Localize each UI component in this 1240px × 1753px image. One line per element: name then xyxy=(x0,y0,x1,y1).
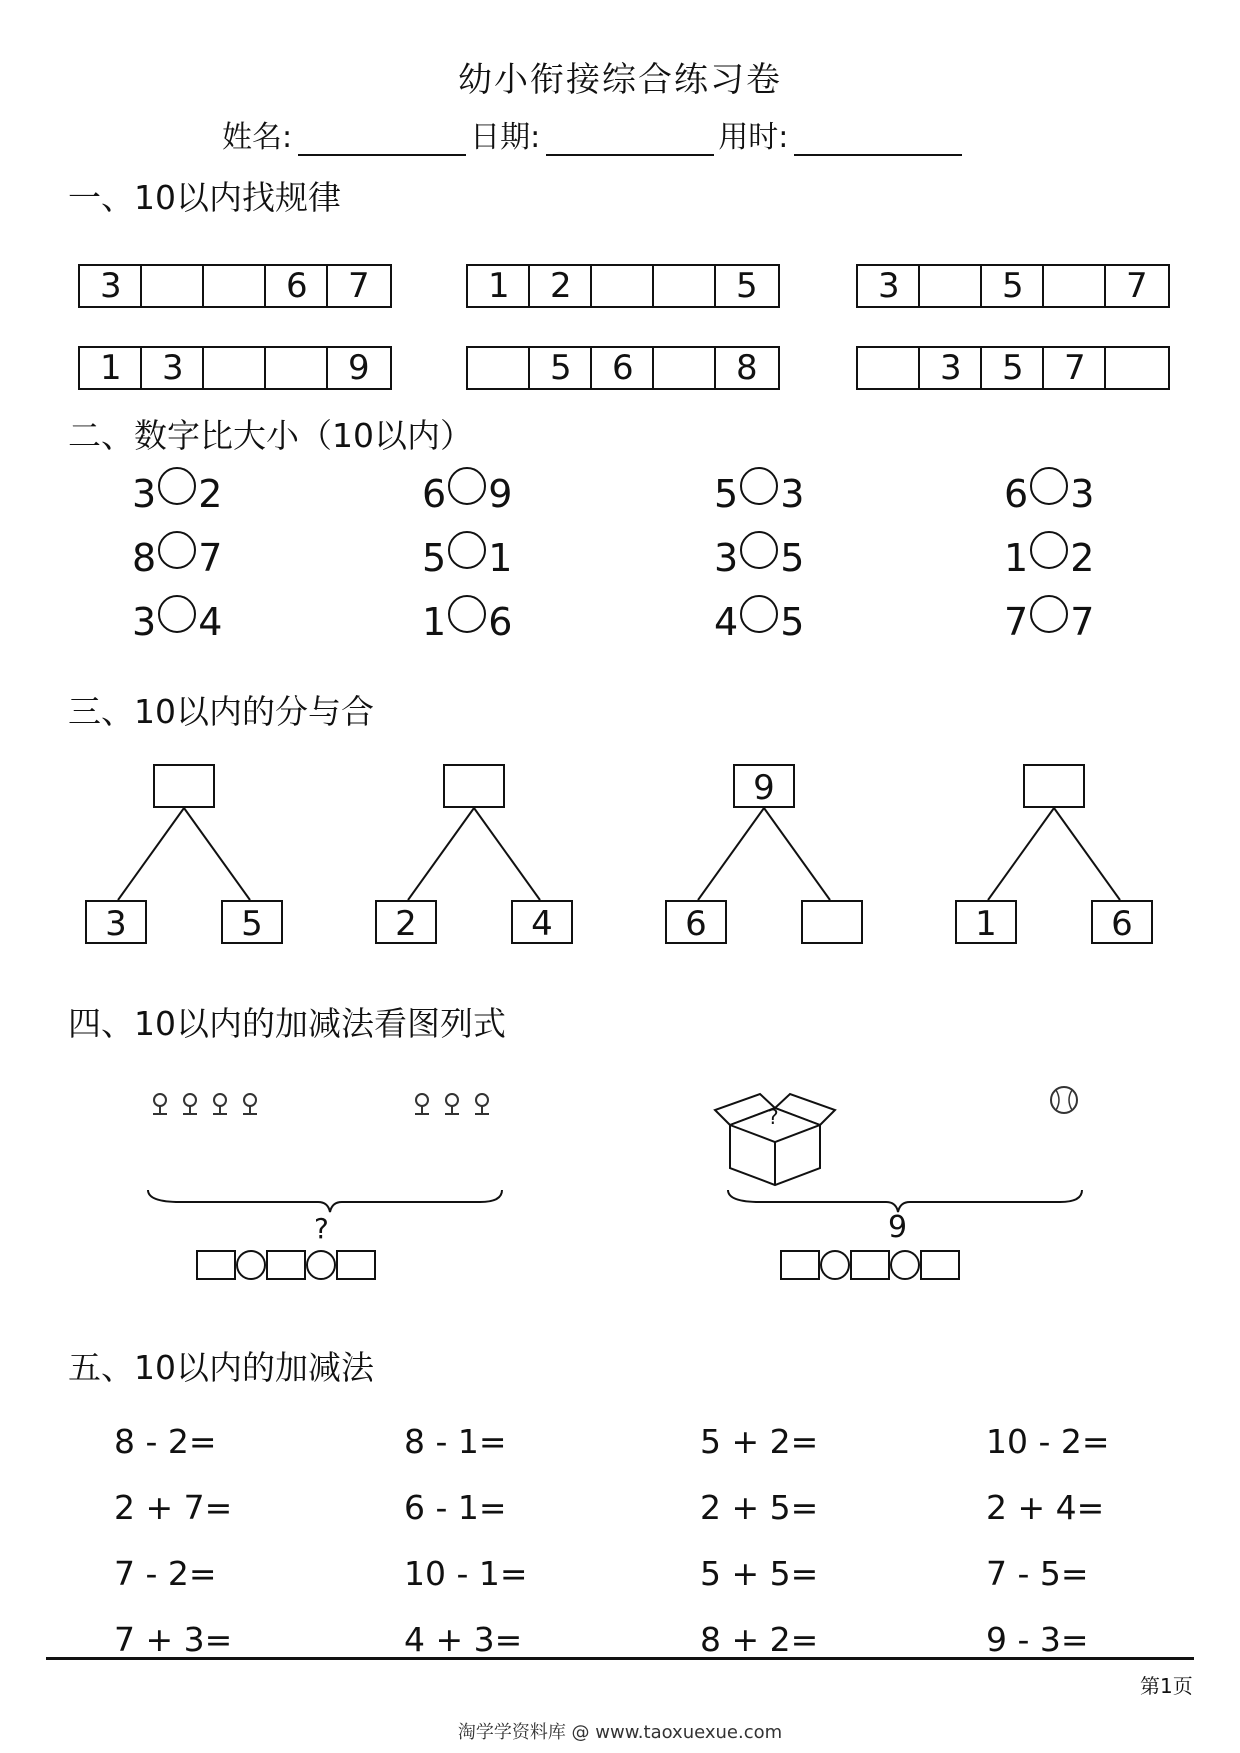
figure-icons-1 xyxy=(140,1080,520,1130)
box-icon xyxy=(710,1080,840,1190)
compare-circle[interactable] xyxy=(158,467,196,505)
pattern-cell: 1 xyxy=(80,348,142,388)
section-3-heading: 三、10以内的分与合 xyxy=(68,692,374,731)
box-question-mark: ? xyxy=(768,1105,779,1129)
split-line xyxy=(474,808,540,900)
pattern-cell[interactable] xyxy=(204,266,266,306)
section-2-heading: 二、数字比大小（10以内） xyxy=(68,416,473,455)
compare-circle[interactable] xyxy=(1030,531,1068,569)
pattern-cell[interactable] xyxy=(858,348,920,388)
split-left-box: 1 xyxy=(955,900,1017,944)
compare-circle[interactable] xyxy=(740,595,778,633)
right-number: 3 xyxy=(1070,472,1095,516)
left-number: 3 xyxy=(714,536,739,580)
right-number: 2 xyxy=(1070,536,1095,580)
pattern-cell: 7 xyxy=(348,266,370,306)
compare-circle[interactable] xyxy=(1030,595,1068,633)
equation: 10 - 1= xyxy=(404,1554,528,1593)
pattern-cell[interactable] xyxy=(1106,348,1168,388)
pattern-row xyxy=(466,264,780,308)
pattern-cell: 6 xyxy=(592,348,654,388)
split-line xyxy=(118,808,184,900)
pattern-cell: 9 xyxy=(348,348,370,388)
operator-circle[interactable] xyxy=(236,1250,266,1280)
section-4-heading: 四、10以内的加减法看图列式 xyxy=(68,1004,506,1043)
compare-circle[interactable] xyxy=(740,467,778,505)
time-label: 用时: xyxy=(718,120,789,155)
pattern-row xyxy=(78,264,392,308)
right-number: 5 xyxy=(780,600,805,644)
compare-item xyxy=(132,600,222,644)
time-field[interactable] xyxy=(794,120,962,156)
pattern-cell[interactable] xyxy=(920,266,982,306)
equation: 7 - 5= xyxy=(986,1554,1089,1593)
ball-icon xyxy=(1046,1082,1082,1118)
operator-circle[interactable] xyxy=(306,1250,336,1280)
compare-item xyxy=(714,472,804,516)
pattern-cell: 7 xyxy=(1126,266,1148,306)
split-line xyxy=(408,808,474,900)
right-number: 3 xyxy=(780,472,805,516)
split-right-box: 6 xyxy=(1091,900,1153,944)
left-number: 3 xyxy=(132,600,157,644)
split-left-box: 6 xyxy=(665,900,727,944)
compare-circle[interactable] xyxy=(740,531,778,569)
pattern-cell[interactable] xyxy=(654,348,716,388)
answer-box[interactable] xyxy=(780,1250,820,1280)
equation: 8 - 2= xyxy=(114,1422,217,1461)
compare-item xyxy=(422,600,512,644)
split-line xyxy=(1054,808,1120,900)
compare-circle[interactable] xyxy=(158,531,196,569)
answer-box[interactable] xyxy=(336,1250,376,1280)
pattern-cell: 3 xyxy=(858,266,920,306)
pattern-cell: 5 xyxy=(736,266,758,306)
left-number: 4 xyxy=(714,600,739,644)
source-footer: 淘学学资料库 @ www.taoxuexue.com xyxy=(457,1722,783,1743)
split-right-box: 5 xyxy=(221,900,283,944)
split-line xyxy=(764,808,830,900)
operator-circle[interactable] xyxy=(890,1250,920,1280)
pattern-cell[interactable] xyxy=(1044,266,1106,306)
right-number: 1 xyxy=(488,536,513,580)
date-field[interactable] xyxy=(546,120,714,156)
answer-row-1 xyxy=(196,1250,376,1280)
compare-item xyxy=(714,600,804,644)
pattern-cell: 1 xyxy=(468,266,530,306)
left-number: 7 xyxy=(1004,600,1029,644)
right-number: 5 xyxy=(780,536,805,580)
pattern-cell[interactable] xyxy=(592,266,654,306)
equation: 8 + 2= xyxy=(700,1620,819,1659)
left-number: 1 xyxy=(422,600,447,644)
equation: 10 - 2= xyxy=(986,1422,1110,1461)
right-number: 4 xyxy=(198,600,223,644)
left-number: 5 xyxy=(422,536,447,580)
equation: 4 + 3= xyxy=(404,1620,523,1659)
answer-box[interactable] xyxy=(196,1250,236,1280)
right-number: 2 xyxy=(198,472,223,516)
equation: 7 - 2= xyxy=(114,1554,217,1593)
compare-circle[interactable] xyxy=(448,531,486,569)
operator-circle[interactable] xyxy=(820,1250,850,1280)
compare-item xyxy=(714,536,804,580)
right-number: 7 xyxy=(198,536,223,580)
answer-box[interactable] xyxy=(920,1250,960,1280)
split-right-box: 4 xyxy=(511,900,573,944)
split-total-box: 9 xyxy=(733,764,795,808)
left-number: 6 xyxy=(1004,472,1029,516)
compare-item xyxy=(1004,536,1094,580)
split-left-box: 3 xyxy=(85,900,147,944)
left-number: 5 xyxy=(714,472,739,516)
equation: 6 - 1= xyxy=(404,1488,507,1527)
right-number: 9 xyxy=(488,472,513,516)
footer-divider xyxy=(46,1657,1194,1660)
compare-item xyxy=(1004,472,1094,516)
total-label-2: 9 xyxy=(888,1210,908,1245)
page-number: 第1页 xyxy=(1140,1674,1193,1698)
pattern-cell: 6 xyxy=(266,266,328,306)
pattern-row xyxy=(466,346,780,390)
compare-item xyxy=(422,536,512,580)
pattern-cell[interactable] xyxy=(204,348,266,388)
split-lines xyxy=(0,760,1240,1000)
pattern-cell: 5 xyxy=(982,348,1044,388)
brace-1 xyxy=(140,1180,520,1220)
total-label-1: ? xyxy=(314,1212,329,1245)
pattern-cell[interactable] xyxy=(142,266,204,306)
compare-circle[interactable] xyxy=(158,595,196,633)
pattern-row xyxy=(856,264,1170,308)
equation: 5 + 5= xyxy=(700,1554,819,1593)
page-title: 幼小衔接综合练习卷 xyxy=(458,60,782,100)
brace-2 xyxy=(720,1180,1100,1220)
compare-item xyxy=(1004,600,1094,644)
compare-item xyxy=(422,472,512,516)
pattern-cell[interactable] xyxy=(654,266,716,306)
equation: 9 - 3= xyxy=(986,1620,1089,1659)
equation: 7 + 3= xyxy=(114,1620,233,1659)
left-number: 8 xyxy=(132,536,157,580)
pattern-cell: 8 xyxy=(736,348,758,388)
pattern-row xyxy=(856,346,1170,390)
split-line xyxy=(184,808,250,900)
name-field[interactable] xyxy=(298,120,466,156)
pattern-cell: 5 xyxy=(982,266,1044,306)
left-number: 6 xyxy=(422,472,447,516)
pattern-cell: 7 xyxy=(1044,348,1106,388)
pattern-cell: 2 xyxy=(530,266,592,306)
right-number: 7 xyxy=(1070,600,1095,644)
section-1-heading: 一、10以内找规律 xyxy=(68,178,341,217)
equation: 2 + 4= xyxy=(986,1488,1105,1527)
section-5-heading: 五、10以内的加减法 xyxy=(68,1348,374,1387)
left-number: 3 xyxy=(132,472,157,516)
compare-item xyxy=(132,472,222,516)
flower-icon xyxy=(153,1094,489,1114)
name-label: 姓名: xyxy=(222,120,293,155)
pattern-cell[interactable] xyxy=(266,348,328,388)
pattern-cell[interactable] xyxy=(468,348,530,388)
answer-box[interactable] xyxy=(850,1250,890,1280)
pattern-cell: 3 xyxy=(142,348,204,388)
date-label: 日期: xyxy=(470,120,541,155)
compare-circle[interactable] xyxy=(448,467,486,505)
right-number: 6 xyxy=(488,600,513,644)
pattern-cell: 3 xyxy=(80,266,142,306)
split-line xyxy=(988,808,1054,900)
equation: 2 + 5= xyxy=(700,1488,819,1527)
split-line xyxy=(698,808,764,900)
split-left-box: 2 xyxy=(375,900,437,944)
pattern-row xyxy=(78,346,392,390)
pattern-cell: 5 xyxy=(530,348,592,388)
compare-circle[interactable] xyxy=(448,595,486,633)
equation: 2 + 7= xyxy=(114,1488,233,1527)
equation: 5 + 2= xyxy=(700,1422,819,1461)
compare-circle[interactable] xyxy=(1030,467,1068,505)
left-number: 1 xyxy=(1004,536,1029,580)
answer-box[interactable] xyxy=(266,1250,306,1280)
student-info xyxy=(222,112,966,156)
compare-item xyxy=(132,536,222,580)
pattern-cell: 3 xyxy=(920,348,982,388)
answer-row-2 xyxy=(780,1250,960,1280)
equation: 8 - 1= xyxy=(404,1422,507,1461)
